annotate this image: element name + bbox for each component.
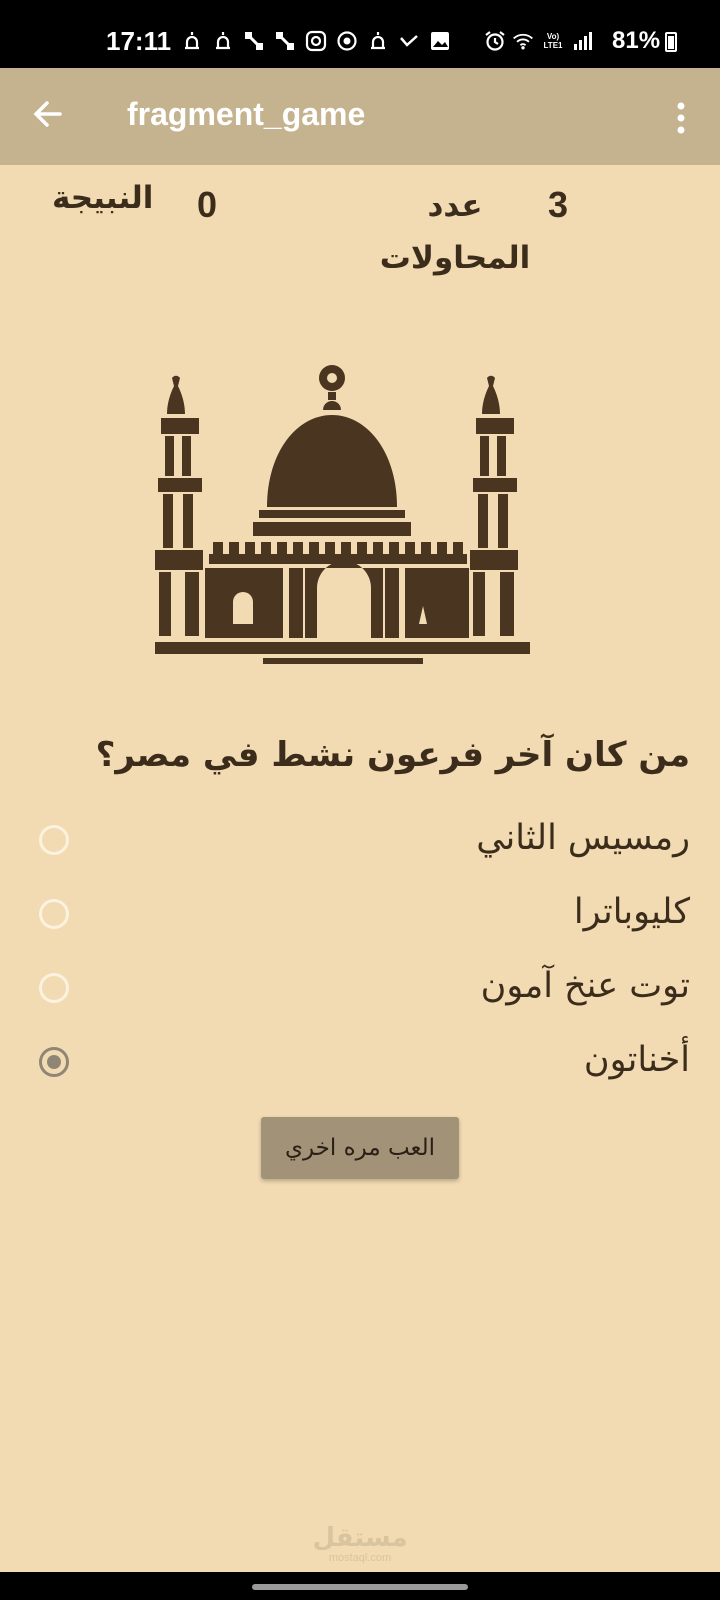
radio-button-selected[interactable] (39, 1047, 69, 1077)
answer-option-label: أخناتون (583, 1040, 690, 1080)
home-gesture-handle[interactable] (252, 1584, 468, 1590)
radio-button[interactable] (39, 825, 69, 855)
score-value: 0 (197, 184, 218, 225)
watermark-latin: mostaql.com (328, 1552, 392, 1564)
arrow-back-icon (28, 94, 68, 134)
system-icons (484, 30, 594, 52)
radio-button[interactable] (39, 899, 69, 929)
status-bar (0, 0, 720, 68)
answer-option-label: توت عنخ آمون (480, 966, 690, 1006)
status-time: 17:11 (106, 26, 172, 56)
navigation-bar (0, 1572, 720, 1600)
mosque-icon (181, 30, 203, 52)
answer-option-label: رمسيس الثاني (476, 818, 690, 858)
back-button[interactable] (28, 94, 68, 134)
answer-option[interactable] (0, 1030, 720, 1100)
mosque-icon (367, 30, 389, 52)
signal-icon (572, 30, 594, 52)
instagram-icon (305, 30, 327, 52)
battery-percentage: 81% (612, 27, 661, 54)
overflow-menu-button[interactable] (666, 98, 696, 138)
app-title: fragment_game (127, 96, 366, 132)
attempts-label: عدد المحاولات (379, 188, 531, 276)
more-vert-icon (666, 98, 696, 138)
attempts-value: 3 (548, 184, 569, 225)
wifi-icon (512, 30, 534, 52)
volte-icon: Vo) LTE1 (543, 32, 563, 50)
check-icon (398, 30, 420, 52)
answer-option[interactable] (0, 882, 720, 952)
alarm-icon (484, 30, 506, 52)
watermark (300, 1524, 420, 1564)
answer-option[interactable] (0, 808, 720, 878)
radio-button[interactable] (39, 973, 69, 1003)
satellite-icon (274, 30, 296, 52)
mosque-icon (212, 30, 234, 52)
battery-icon (665, 32, 677, 52)
question-text: من كان آخر فرعون نشط في مصر؟ (95, 735, 690, 775)
satellite-icon (243, 30, 265, 52)
watermark-arabic: مستقل (312, 1523, 408, 1553)
notification-icons (181, 30, 451, 52)
app-bar (0, 68, 720, 165)
score-label: النبيجة (52, 180, 154, 216)
image-icon (429, 30, 451, 52)
vpn-icon (336, 30, 358, 52)
answer-option[interactable] (0, 956, 720, 1026)
answer-option-label: كليوباترا (573, 892, 690, 932)
play-again-button[interactable]: العب مره اخري (261, 1117, 459, 1179)
mosque-image (155, 362, 530, 672)
